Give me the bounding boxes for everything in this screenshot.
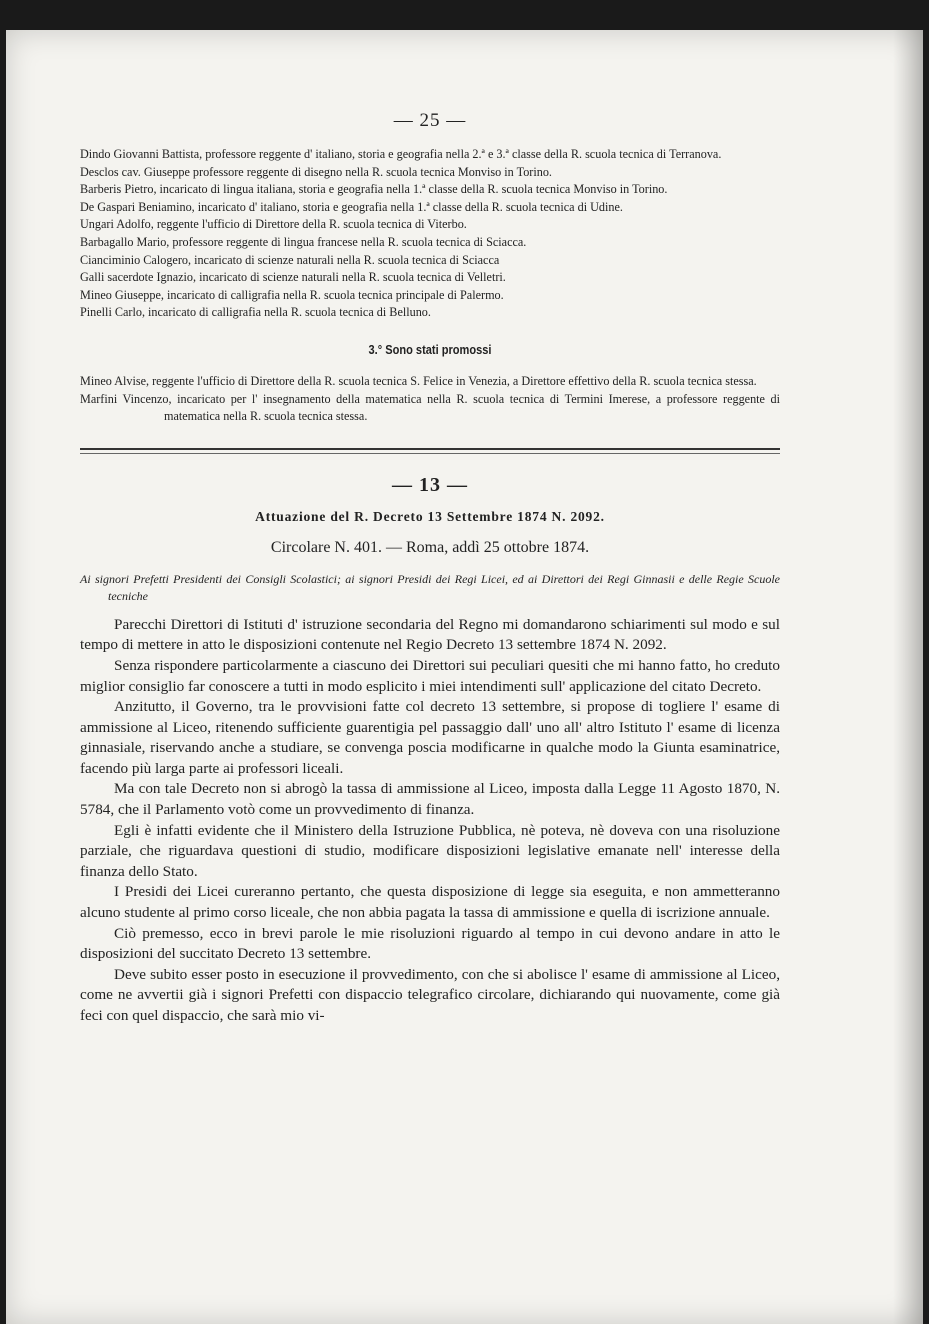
section-title: Attuazione del R. Decreto 13 Settembre 1874 N. 2092.: [255, 508, 605, 524]
section-divider-thin: [80, 453, 780, 454]
page-content: [80, 110, 780, 1027]
section-divider: [80, 448, 780, 450]
paragraph: Parecchi Direttori di Istituti d' istruzione secondaria del Regno mi domandarono schiarimenti sul modo e sul tempo di mettere in atto le disposizioni contenute nel Regio Decreto 13 settembre 1874 N. 2092.: [80, 615, 780, 654]
paragraph: Deve subito esser posto in esecuzione il provvedimento, con che si abolisce l' esame di ammissione al Liceo, come ne avvertii già i signori Prefetti con dispaccio telegrafico circolare, dichiarando qui nuovamente, come già feci con quel dispaccio, che sarà mio vi-: [80, 965, 780, 1024]
list-item: De Gaspari Beniamino, incaricato d' italiano, storia e geografia nella 1.ª classe della R. scuola tecnica di Udine.: [80, 199, 623, 214]
promotion-list: [80, 373, 780, 426]
paragraph: Senza rispondere particolarmente a ciascuno dei Direttori sui peculiari quesiti che mi hanno fatto, ho creduto miglior consiglio far conoscere a tutti in modo esplicito i miei intendimenti sull' applicazione del citato Decreto.: [80, 656, 780, 695]
paragraph: Anzitutto, il Governo, tra le provvisioni fatte col decreto 13 settembre, si propose di togliere l' esame di ammissione al Liceo, ritenendo sufficiente guarentigia pel passaggio dall' uno all' altro Istituto l' esame di licenza ginnasiale, riservando anche a studiare, se convenga poscia modificarne in qualche modo la Giunta esaminatrice, facendo più larga parte ai professori liceali.: [80, 698, 780, 777]
page-spine-shadow: [893, 30, 923, 1324]
list-item: Desclos cav. Giuseppe professore reggente di disegno nella R. scuola tecnica Monviso in Torino.: [80, 164, 552, 179]
list-item: Marfini Vincenzo, incaricato per l' insegnamento della matematica nella R. scuola tecnica di Termini Imerese, a professore reggente di matematica nella R. scuola tecnica stessa.: [80, 391, 780, 424]
list-item: Barberis Pietro, incaricato di lingua italiana, storia e geografia nella 1.ª classe della R. scuola tecnica Monviso in Torino.: [80, 182, 668, 197]
section-number: — 13 —: [392, 473, 468, 496]
list-item: Cianciminio Calogero, incaricato di scienze naturali nella R. scuola tecnica di Sciacca: [80, 252, 500, 267]
subheading-promoted: 3.° Sono stati promossi: [368, 341, 492, 357]
circular-line: Circolare N. 401. — Roma, addì 25 ottobre 1874.: [270, 538, 590, 556]
paragraph: Ma con tale Decreto non si abrogò la tassa di ammissione al Liceo, imposta dalla Legge 11 Agosto 1870, N. 5784, che il Parlamento votò come un provvedimento di finanza.: [80, 780, 780, 819]
circular-body: [80, 615, 780, 1027]
address-line: Ai signori Prefetti Presidenti dei Consigli Scolastici; ai signori Presidi dei Regi Licei, ed ai Direttori dei Regi Ginnasii e delle Regie Scuole tecniche: [80, 571, 780, 603]
list-item: Galli sacerdote Ignazio, incaricato di scienze naturali nella R. scuola tecnica di Velletri.: [80, 270, 506, 285]
list-item: Mineo Giuseppe, incaricato di calligrafia nella R. scuola tecnica principale di Palermo.: [80, 287, 504, 302]
list-item: Barbagallo Mario, professore reggente di lingua francese nella R. scuola tecnica di Sciacca.: [80, 234, 527, 249]
page-number: — 25 —: [393, 110, 467, 131]
list-item: Mineo Alvise, reggente l'ufficio di Direttore della R. scuola tecnica S. Felice in Venezia, a Direttore effettivo della R. scuola tecnica stessa.: [80, 373, 757, 388]
paragraph: Ciò premesso, ecco in brevi parole le mie risoluzioni riguardo al tempo in cui devono andare in atto le disposizioni del succitato Decreto 13 settembre.: [80, 924, 780, 963]
list-item: Dindo Giovanni Battista, professore reggente d' italiano, storia e geografia nella 2.ª e 3.ª classe della R. scuola tecnica di Terranova.: [80, 147, 722, 161]
paragraph: Egli è infatti evidente che il Ministero della Istruzione Pubblica, nè poteva, nè doveva con una risoluzione parziale, che riguardava questioni di studio, modificare disposizioni legislative emanate nell' interesse della finanza dello Stato.: [80, 821, 780, 880]
document-page: [6, 30, 923, 1324]
list-item: Pinelli Carlo, incaricato di calligrafia nella R. scuola tecnica di Belluno.: [80, 305, 431, 320]
list-item: Ungari Adolfo, reggente l'ufficio di Direttore della R. scuola tecnica di Viterbo.: [80, 217, 467, 232]
paragraph: I Presidi dei Licei cureranno pertanto, che questa disposizione di legge sia eseguita, e non ammetteranno alcuno studente al primo corso liceale, che non abbia pagata la tassa di ammissione e quella di iscrizione annuale.: [80, 883, 780, 922]
appointment-list: [80, 146, 780, 322]
